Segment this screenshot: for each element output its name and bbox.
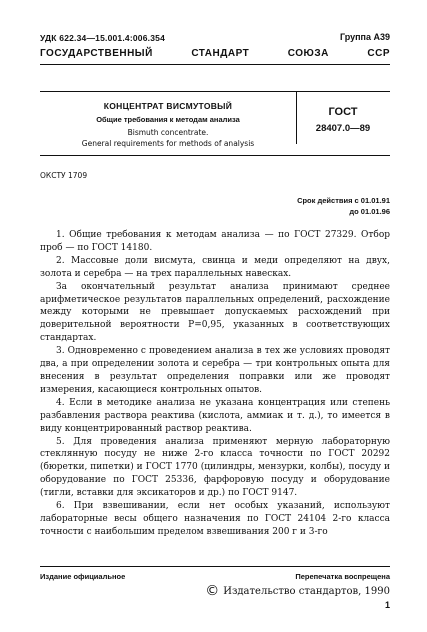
english-subtitle: General requirements for methods of analysis — [81, 139, 255, 148]
document-title: КОНЦЕНТРАТ ВИСМУТОВЫЙ — [103, 101, 233, 111]
official-edition: Издание официальное — [40, 572, 126, 581]
title-bottom-rule — [40, 155, 390, 156]
document-subtitle: Общие требования к методам анализа — [96, 115, 240, 124]
group-code: Группа А39 — [339, 32, 390, 42]
okstu-code: ОКСТУ 1709 — [40, 171, 88, 180]
title-divider — [296, 92, 297, 144]
paragraph: 4. Если в методике анализа не указана концентрация или степень разбавления раствора реактива (кислота, аммиак и т. д.), то имеется в виду концентрированный раствор реактива. — [40, 397, 390, 434]
body-text — [40, 229, 390, 539]
title-top-rule — [40, 91, 390, 92]
validity-start: Срок действия с 01.01.91 — [297, 196, 390, 205]
page-number: 1 — [384, 600, 390, 610]
header-rule — [40, 64, 390, 65]
english-title: Bismuth concentrate. — [127, 128, 209, 137]
paragraph: 2. Массовые доли висмута, свинца и меди определяют на двух, золота и серебра — на трех параллельных навесках. — [40, 255, 390, 279]
copyright-icon: © — [205, 583, 220, 599]
footer-rule — [40, 566, 390, 567]
gost-number: 28407.0—89 — [315, 123, 371, 134]
reprint-notice: Перепечатка воспрещена — [295, 572, 390, 581]
copyright-line — [205, 584, 390, 598]
copyright-text: Издательство стандартов, 1990 — [223, 585, 390, 597]
paragraph: За окончательный результат анализа принимают среднее арифметическое результатов параллельных определений, расхождение между которыми не превышает допускаемых расхождений при доверительной вероятности P=0,95, указанных в соответствующих стандартах. — [40, 281, 390, 344]
udk-code: УДК 622.34—15.001.4:006.354 — [40, 33, 166, 43]
validity-end: до 01.01.96 — [349, 207, 390, 216]
paragraph: 3. Одновременно с проведением анализа в тех же условиях проводят два, а при определении золота и серебра — три контрольных опыта для внесения в результат определения поправки или же проводят измерения, касающиеся контрольных опытов. — [40, 346, 390, 395]
gost-label: ГОСТ — [328, 106, 358, 118]
paragraph: 1. Общие требования к методам анализа — по ГОСТ 27329. Отбор проб — по ГОСТ 14180. — [40, 230, 390, 253]
state-standard-heading: ГОСУДАРСТВЕННЫЙ СТАНДАРТ СОЮЗА ССР — [40, 48, 390, 59]
paragraph: 5. Для проведения анализа применяют мерную лабораторную стеклянную посуду не ниже 2-го класса точности по ГОСТ 20292 (бюретки, пипетки) и ГОСТ 1770 (цилиндры, мензурки, колбы), посуду и оборудование по ГОСТ 25336, фарфоровую посуду и оборудование (тигли, вставки для эксикаторов и др.) по ГОСТ 9147. — [40, 436, 390, 499]
paragraph: 6. При взвешивании, если нет особых указаний, используют лабораторные весы общего назначения по ГОСТ 24104 2-го класса точности с наибольшим пределом взвешивания 200 г и 3-го — [40, 501, 390, 537]
